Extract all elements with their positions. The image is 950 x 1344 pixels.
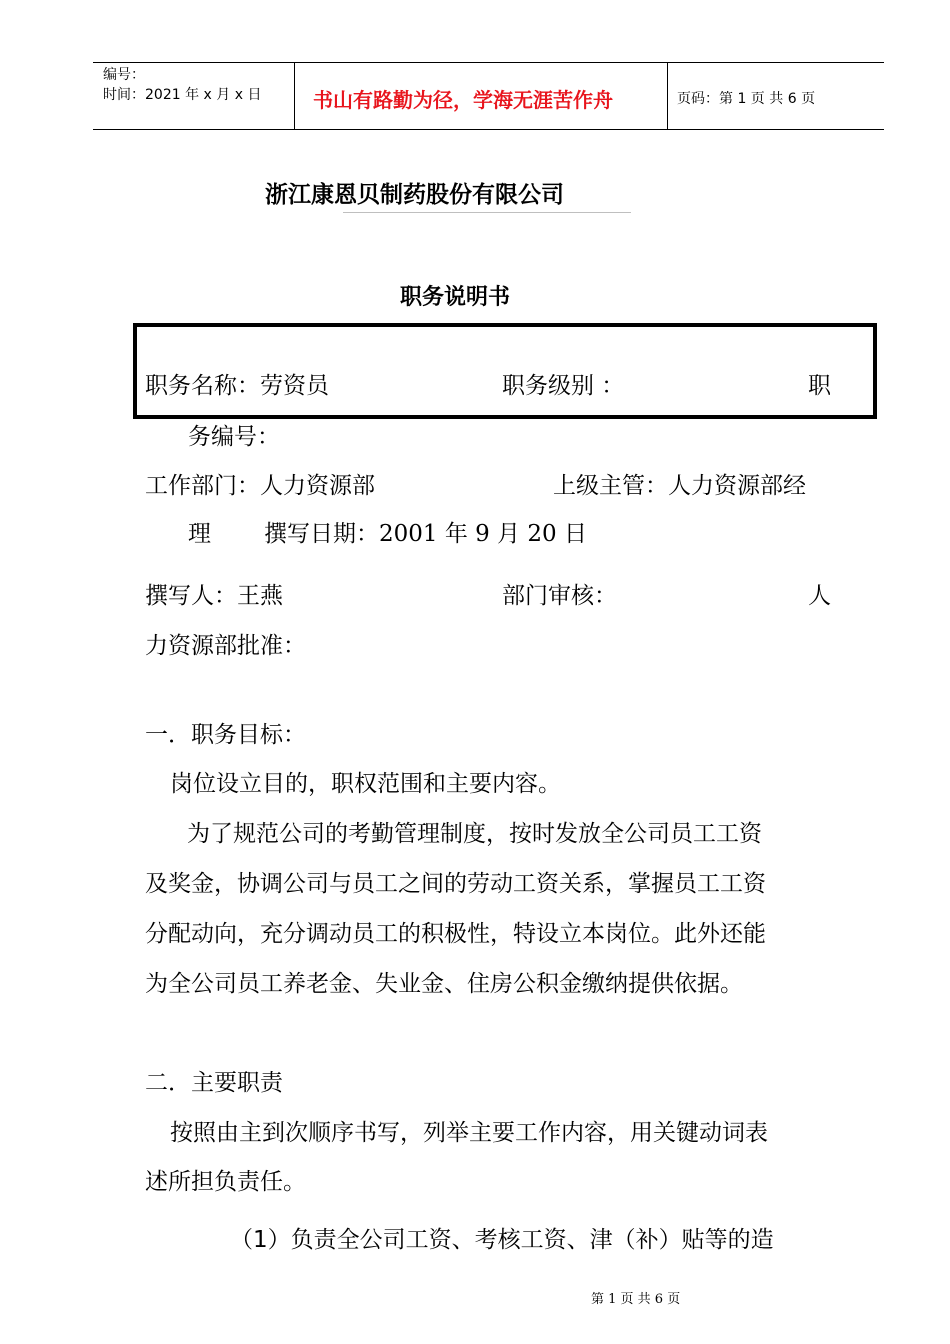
header-top-border — [93, 62, 884, 63]
section2-heading: 二．主要职责 — [145, 1070, 283, 1096]
job-name-field: 职务名称：劳资员 — [145, 373, 329, 399]
document-title: 职务说明书 — [400, 285, 511, 310]
hr-approve-field-start: 人 — [808, 583, 831, 609]
header-number-label: 编号： — [103, 67, 145, 83]
section1-paragraph-line: 为了规范公司的考勤管理制度，按时发放全公司员工工资 — [187, 821, 762, 847]
write-date-field: 撰写日期：2001 年 9 月 20 日 — [264, 521, 587, 547]
page-footer: 第 1 页 共 6 页 — [591, 1292, 681, 1307]
company-name: 浙江康恩贝制药股份有限公司 — [265, 182, 564, 208]
header-divider-right — [667, 62, 668, 129]
section1-intro: 岗位设立目的，职权范围和主要内容。 — [170, 771, 561, 797]
section1-paragraph-line: 为全公司员工养老金、失业金、住房公积金缴纳提供依据。 — [145, 971, 743, 997]
dept-review-field: 部门审核： — [502, 583, 617, 609]
header-motto: 书山有路勤为径，学海无涯苦作舟 — [313, 88, 613, 112]
section2-intro-line: 述所担负责任。 — [145, 1169, 306, 1195]
department-field: 工作部门：人力资源部 — [145, 473, 375, 499]
duty-item-1: （1）负责全公司工资、考核工资、津（补）贴等的造 — [230, 1227, 774, 1253]
job-number-field: 务编号： — [188, 424, 280, 450]
header-bottom-border — [93, 129, 884, 130]
section1-paragraph-line: 分配动向，充分调动员工的积极性，特设立本岗位。此外还能 — [145, 921, 766, 947]
job-level-field: 职务级别 ： — [502, 373, 625, 399]
section1-heading: 一．职务目标： — [145, 722, 306, 748]
job-number-field-start: 职 — [808, 373, 831, 399]
section1-paragraph-line: 及奖金，协调公司与员工之间的劳动工资关系，掌握员工工资 — [145, 871, 766, 897]
section2-intro-line: 按照由主到次顺序书写，列举主要工作内容，用关键动词表 — [170, 1120, 768, 1146]
supervisor-field: 上级主管：人力资源部经 — [553, 473, 806, 499]
supervisor-field-end: 理 — [188, 521, 211, 547]
header-time-label: 时间：2021 年 x 月 x 日 — [103, 87, 262, 103]
writer-field: 撰写人：王燕 — [145, 583, 283, 609]
header-divider-left — [294, 62, 295, 129]
company-underline — [343, 212, 631, 213]
hr-approve-field: 力资源部批准： — [145, 633, 306, 659]
header-page-info: 页码：第 1 页 共 6 页 — [677, 91, 816, 107]
